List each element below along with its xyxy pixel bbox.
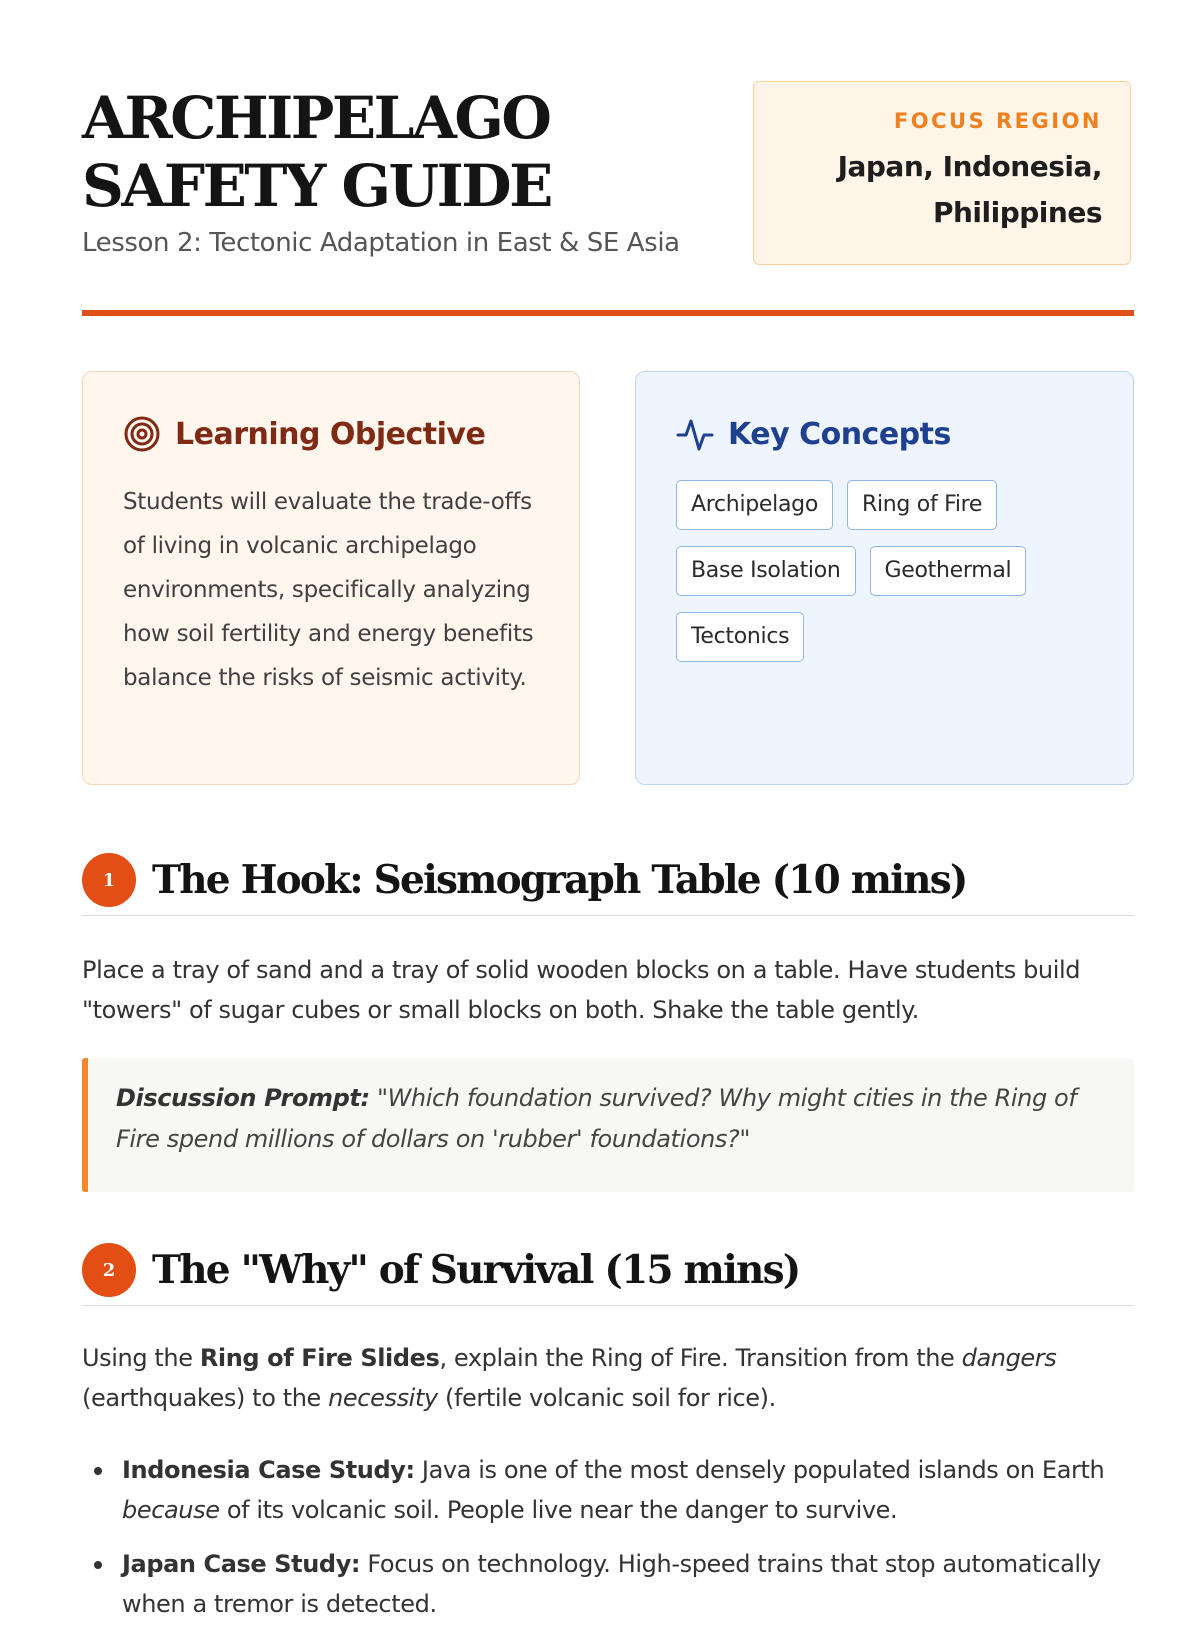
focus-region-line-1: Japan, Indonesia, [837, 150, 1102, 183]
focus-region-label: FOCUS REGION [893, 109, 1102, 133]
step-number-badge: 2 [82, 1243, 136, 1297]
case-study-text: of its volcanic soil. People live near the danger to survive. [219, 1496, 898, 1524]
discussion-prompt-text: "Which foundation survived? Why might cities in the Ring of Fire spend millions of dollars on 'rubber' foundations?" [116, 1084, 1077, 1153]
learning-objective-card [82, 371, 580, 785]
section-1-title: The Hook: Seismograph Table (10 mins) [152, 857, 967, 903]
intro-text: (earthquakes) to the [82, 1384, 329, 1412]
intro-text: Using the [82, 1344, 200, 1372]
case-study-text: Focus on technology. High-speed trains that stop automatically when a tremor is detected. [122, 1550, 1101, 1618]
learning-objective-text: Students will evaluate the trade-offs of living in volcanic archipelago environments, specifically analyzing how soil fertility and energy benefits balance the risks of seismic activity. [123, 489, 534, 691]
focus-region-line-2: Philippines [932, 196, 1102, 229]
pulse-icon [676, 415, 714, 453]
concept-tag: Tectonics [676, 612, 804, 662]
case-study-label: Indonesia Case Study: [122, 1456, 415, 1484]
concept-tag: Base Isolation [676, 546, 856, 596]
concept-tag: Geothermal [870, 546, 1027, 596]
discussion-prompt-label: Discussion Prompt: [116, 1084, 370, 1112]
lesson-subtitle: Lesson 2: Tectonic Adaptation in East & SE Asia [82, 228, 680, 258]
slides-reference: Ring of Fire Slides [199, 1344, 440, 1372]
bullet-dot [94, 1467, 102, 1475]
case-study-text: Java is one of the most densely populated islands on Earth [414, 1456, 1105, 1484]
section-1-body: Place a tray of sand and a tray of solid wooden blocks on a table. Have students build "towers" of sugar cubes or small blocks on both. Shake the table gently. [82, 956, 1081, 1024]
focus-region-box [753, 81, 1131, 265]
section-2-intro [82, 1338, 1134, 1418]
intro-text: (fertile volcanic soil for rice). [437, 1384, 776, 1412]
list-item [82, 1544, 1134, 1624]
case-study-list [82, 1450, 1134, 1638]
emphasis-text: dangers [961, 1344, 1057, 1372]
learning-objective-heading: Learning Objective [175, 416, 486, 452]
section-2-title: The "Why" of Survival (15 mins) [152, 1247, 800, 1293]
concept-tag: Ring of Fire [847, 480, 997, 530]
learning-objective-header [123, 414, 539, 454]
emphasis-text: because [122, 1496, 220, 1524]
list-item [82, 1450, 1134, 1530]
concept-tag-list [676, 480, 1096, 662]
section-2-header [82, 1235, 1134, 1306]
header-divider [82, 310, 1134, 316]
section-1-header [82, 845, 1134, 916]
bullet-dot [94, 1561, 102, 1569]
key-concepts-header [676, 414, 1093, 454]
case-study-label: Japan Case Study: [122, 1550, 361, 1578]
step-number-badge: 1 [82, 853, 136, 907]
emphasis-text: necessity [328, 1384, 438, 1412]
intro-text: , explain the Ring of Fire. Transition from the [439, 1344, 962, 1372]
focus-region-value [754, 144, 1102, 236]
key-concepts-card [635, 371, 1134, 785]
target-icon [123, 415, 161, 453]
discussion-prompt-box [82, 1058, 1134, 1192]
concept-tag: Archipelago [676, 480, 833, 530]
page-title: ARCHIPELAGO SAFETY GUIDE [82, 84, 551, 220]
key-concepts-heading: Key Concepts [728, 416, 951, 452]
